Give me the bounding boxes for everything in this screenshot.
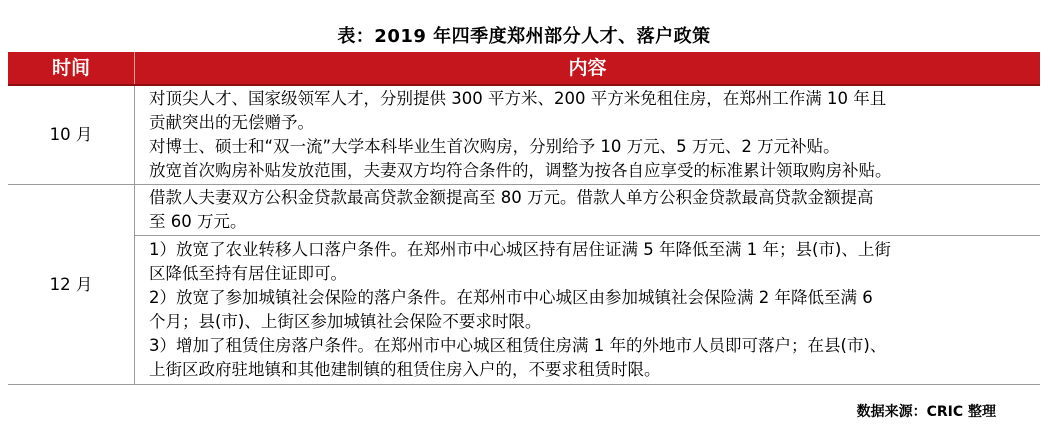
data-source-note: 数据来源：CRIC 整理 — [856, 404, 996, 420]
content-line: 区降低至持有居住证即可。 — [149, 264, 347, 283]
header-time: 时间 — [8, 52, 135, 85]
content-line: 对顶尖人才、国家级领军人才，分别提供 300 平方米、200 平方米免租住房，在郑州工作满 10 年且 — [149, 89, 887, 108]
table-row-october — [8, 85, 1040, 185]
content-line: 贡献突出的无偿赠予。 — [149, 113, 314, 132]
row-content-october — [135, 85, 1041, 185]
table-row-december-1 — [8, 185, 1040, 236]
row-content-december-block-2 — [135, 236, 1041, 385]
row-content-december-block-1 — [135, 185, 1041, 236]
header-content: 内容 — [135, 52, 1041, 85]
row-time-december: 12 月 — [8, 185, 135, 385]
content-line: 上街区政府驻地镇和其他建制镇的租赁住房入户的，不要求租赁时限。 — [149, 360, 661, 379]
content-line: 至 60 万元。 — [149, 212, 247, 231]
row-time-october: 10 月 — [8, 85, 135, 185]
table-title: 表：2019 年四季度郑州部分人才、落户政策 — [337, 26, 711, 47]
content-line: 3）增加了租赁住房落户条件。在郑州市中心城区租赁住房满 1 年的外地市人员即可落户；在县(市)、 — [149, 336, 887, 355]
content-line: 个月；县(市)、上街区参加城镇社会保险不要求时限。 — [149, 312, 542, 331]
content-line: 2）放宽了参加城镇社会保险的落户条件。在郑州市中心城区由参加城镇社会保险满 2 年降低至满 6 — [149, 288, 873, 307]
policy-table — [8, 52, 1040, 385]
table-header-row — [8, 52, 1040, 85]
table-row-december-2 — [8, 236, 1040, 385]
content-line: 对博士、硕士和“双一流”大学本科毕业生首次购房，分别给予 10 万元、5 万元、2 万元补贴。 — [149, 137, 840, 156]
content-line: 1）放宽了农业转移人口落户条件。在郑州市中心城区持有居住证满 5 年降低至满 1 年；县(市)、上街 — [149, 240, 891, 259]
content-line: 借款人夫妻双方公积金贷款最高贷款金额提高至 80 万元。借款人单方公积金贷款最高贷款金额提高 — [149, 188, 874, 207]
content-line: 放宽首次购房补贴发放范围，夫妻双方均符合条件的，调整为按各自应享受的标准累计领取购房补贴。 — [149, 161, 892, 180]
